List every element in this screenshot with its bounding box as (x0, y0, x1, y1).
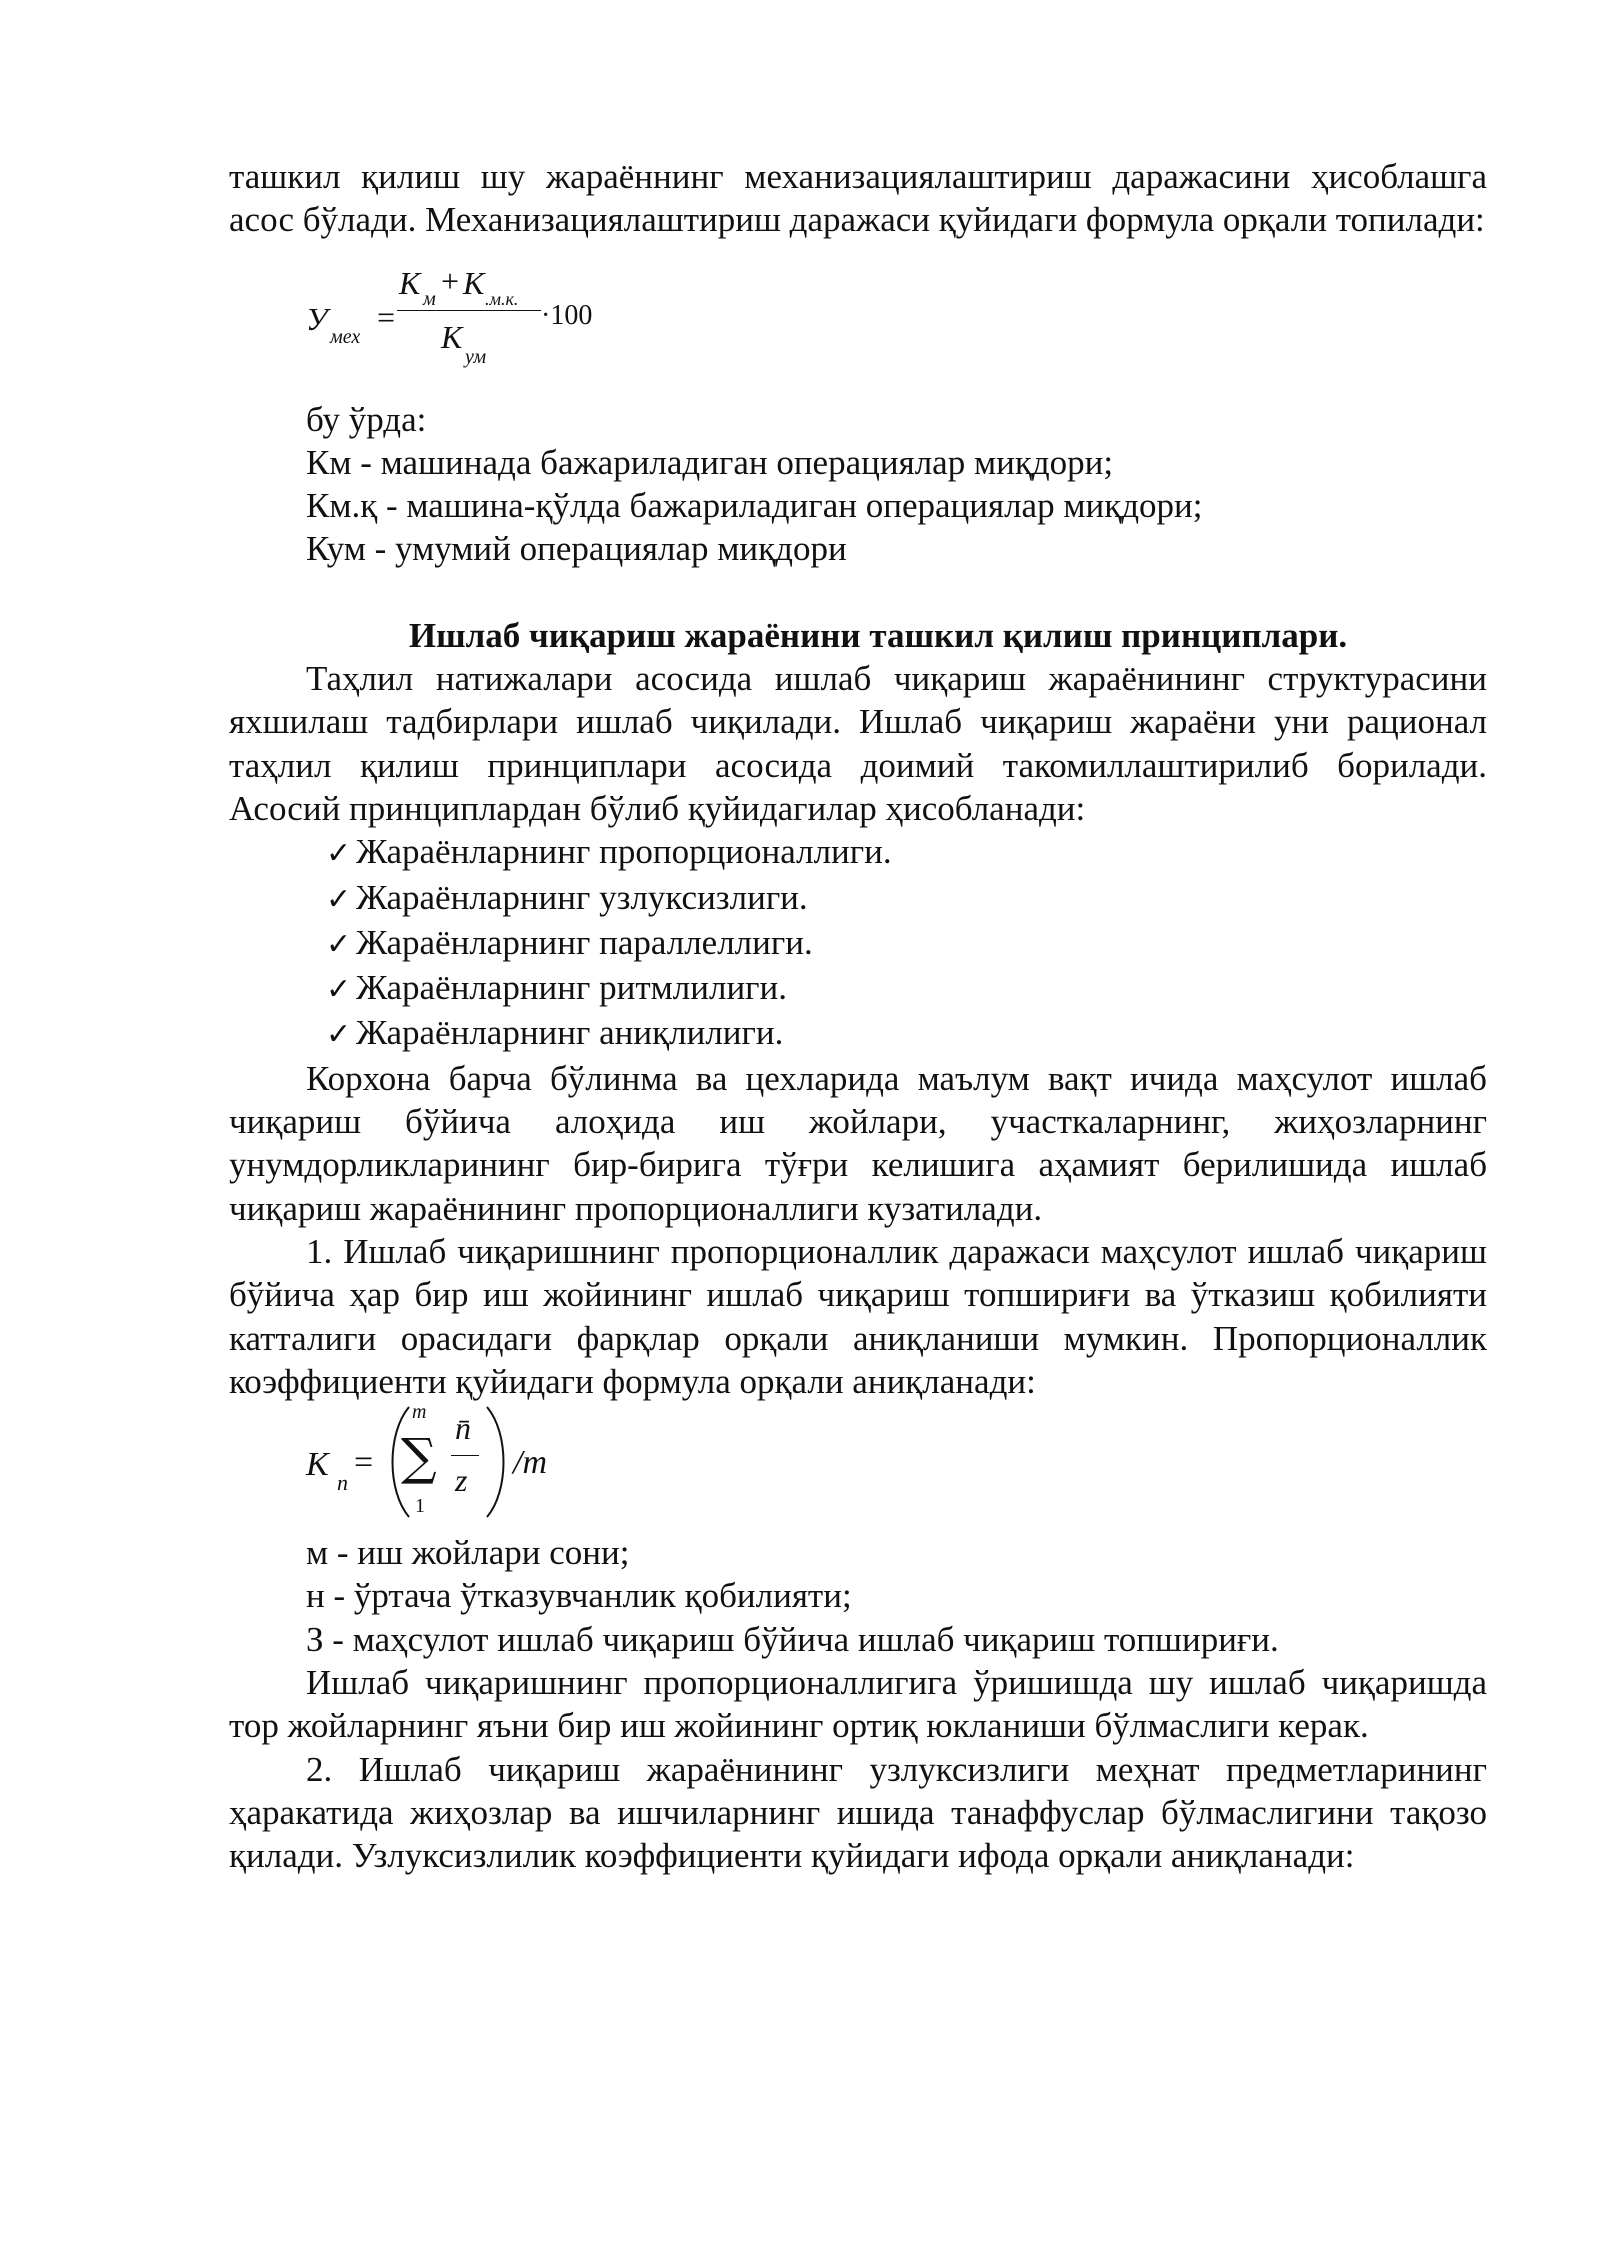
formula1-multiplier: ·100 (541, 299, 593, 331)
checkmark-icon: ✓ (326, 1017, 352, 1053)
list-item (326, 830, 1487, 875)
checkmark-icon: ✓ (326, 926, 352, 962)
formula2-sum-lower: 1 (415, 1495, 425, 1518)
proportionality-formula (229, 1403, 1487, 1531)
principles-checklist (229, 830, 1487, 1056)
principles-paragraph: Таҳлил натижалари асосида ишлаб чиқариш жараёнининг структурасини яхшилаш тадбирлари ишлаб чиқилади. Ишлаб чиқариш жараёни уни рационал таҳлил қилиш принциплари асосида доимий такомиллаштирилиб борилади. Асосий принциплардан бўлиб қуйидагилар ҳисобланади: (229, 659, 1487, 828)
definition-km: Км - машинада бажариладиган операциялар миқдори; (306, 442, 1114, 482)
section-heading: Ишлаб чиқариш жараёнини ташкил қилиш принциплари. (408, 615, 1348, 655)
formula1-definitions (229, 398, 1487, 571)
point1-paragraph: 1. Ишлаб чиқаришнинг пропорционаллик даражаси маҳсулот ишлаб чиқариш бўйича ҳар бир иш жойининг ишлаб чиқариш топшириғи ва ўтказиш қобилияти катталиги орасидаги фарқлар орқали аниқланиши мумкин. Пропорционаллик коэффициенти қуйидаги формула орқали аниқланади: (229, 1231, 1487, 1401)
document-body (229, 155, 1487, 1878)
formula2-sum-upper: m (412, 1401, 427, 1424)
point2-paragraph: 2. Ишлаб чиқариш жараёнининг узлуксизлиги меҳнат предметларининг ҳаракатида жиҳозлар ва ишчиларнинг ишида танаффуслар бўлмаслигини тақозо қилади. Узлуксизлилик коэффициенти қуйидаги ифода орқали аниқланади: (229, 1749, 1487, 1876)
formula2-frac-num: n̄ (455, 1410, 471, 1447)
list-item-label: Жараёнларнинг аниқлилиги. (356, 1013, 784, 1053)
list-item (326, 1011, 1487, 1056)
formula1-equals: = (377, 298, 396, 335)
formula1-fraction-bar (397, 310, 541, 311)
formula2-sum-sign: ∑ (401, 1428, 437, 1487)
list-item (326, 966, 1487, 1011)
formula1-num-k2-sub: .м.к. (485, 288, 519, 309)
checkmark-icon: ✓ (326, 836, 352, 872)
checkmark-icon: ✓ (326, 881, 352, 917)
proportionality-paragraph: Корхона барча бўлинма ва цехларида маълум вақт ичида маҳсулот ишлаб чиқариш бўйича алоҳида иш жойлари, участкаларнинг, жиҳозларнинг унумдорликларининг бир-бирига тўғри келишига аҳамият берилишида ишлаб чиқариш жараёнининг пропорционаллиги кузатилади. (229, 1058, 1487, 1228)
list-item-label: Жараёнларнинг ритмлилиги. (356, 968, 788, 1008)
list-item-label: Жараёнларнинг узлуксизлиги. (356, 877, 808, 917)
formula2-definitions (229, 1531, 1487, 1661)
list-item-label: Жараёнларнинг пропорционаллиги. (356, 832, 892, 872)
definition-kmq: Км.қ - машина-қўлда бажариладиган операциялар миқдори; (306, 486, 1203, 526)
formula1-num-k1: К (399, 264, 421, 301)
formula1-num-k1-sub: м (423, 287, 436, 310)
definition-z: З - маҳсулот ишлаб чиқариш бўйича ишлаб чиқариш топшириғи. (306, 1619, 1279, 1659)
right-paren-icon (481, 1403, 517, 1521)
formula1-plus: + (441, 262, 460, 299)
formula1-lhs-subscript: мех (330, 325, 361, 348)
formula2-lhs-subscript: n (337, 1470, 348, 1496)
where-label: бу ўрда: (306, 399, 427, 439)
list-item-label: Жараёнларнинг параллеллиги. (356, 922, 813, 962)
formula2-tail: /m (513, 1444, 547, 1482)
checkmark-icon: ✓ (326, 972, 352, 1008)
spacer (229, 571, 1487, 614)
intro-paragraph: ташкил қилиш шу жараённинг механизациялаштириш даражасини ҳисоблашга асос бўлади. Механизациялаштириш даражаси қуйидаги формула орқали топилади: (229, 157, 1487, 240)
overload-paragraph: Ишлаб чиқаришнинг пропорционаллигига ўришишда шу ишлаб чиқаришда тор жойларнинг яъни бир иш жойининг ортиқ юкланиши бўлмаслиги керак. (229, 1663, 1487, 1746)
formula2-fraction-bar (451, 1455, 479, 1456)
definition-n: н - ўртача ўтказувчанлик қобилияти; (306, 1576, 852, 1616)
formula1-num-k2: К (463, 264, 485, 301)
mechanization-formula (229, 248, 1487, 398)
formula1-lhs: У (306, 300, 328, 337)
formula2-equals: = (354, 1444, 374, 1482)
formula1-den-sub: ум (465, 345, 487, 368)
list-item (326, 921, 1487, 966)
formula1-den-k: К (441, 318, 463, 355)
definition-m: м - иш жойлари сони; (306, 1533, 630, 1573)
definition-kum: Кум - умумий операциялар миқдори (306, 529, 847, 569)
formula2-frac-den: z (455, 1462, 468, 1499)
list-item (326, 876, 1487, 921)
formula2-lhs: K (306, 1446, 329, 1484)
